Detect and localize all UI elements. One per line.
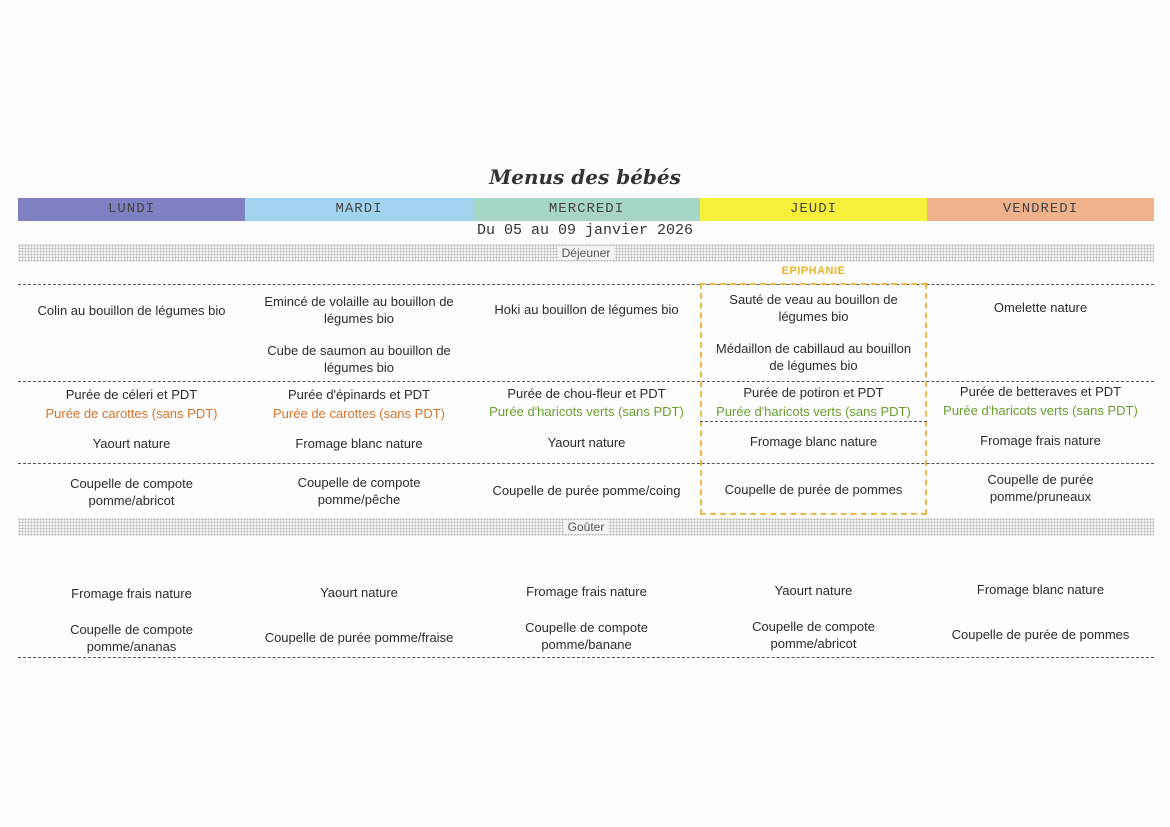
mardi-puree-alt: Purée de carottes (sans PDT)	[273, 406, 445, 421]
mardi-gouter-laitage: Yaourt nature	[320, 585, 398, 600]
vendredi-laitage: Fromage frais nature	[980, 433, 1101, 448]
row-divider	[18, 657, 1154, 658]
vendredi-puree-alt: Purée d'haricots verts (sans PDT)	[943, 403, 1138, 418]
day-header-mardi: MARDI	[245, 198, 473, 221]
mardi-main-alt: Cube de saumon au bouillon de légumes bio	[267, 343, 451, 375]
vendredi-puree: Purée de betteraves et PDT	[959, 384, 1122, 399]
mardi-laitage: Fromage blanc nature	[295, 436, 423, 451]
jeudi-laitage: Fromage blanc nature	[749, 434, 878, 449]
epiphanie-label: EPIPHANIE	[781, 265, 846, 277]
lundi-main-dish: Colin au bouillon de légumes bio	[37, 303, 226, 318]
jeudi-gouter-dessert: Coupelle de compote pomme/abricot	[752, 619, 875, 651]
row-divider	[18, 381, 1154, 382]
jeudi-gouter-laitage: Yaourt nature	[774, 583, 853, 598]
mercredi-laitage: Yaourt nature	[547, 435, 626, 450]
lundi-gouter-dessert: Coupelle de compote pomme/ananas	[70, 622, 193, 654]
mardi-main-dish: Emincé de volaille au bouillon de légumes bio	[264, 294, 454, 326]
day-header-mercredi: MERCREDI	[473, 198, 700, 221]
lundi-puree-alt: Purée de carottes (sans PDT)	[45, 406, 218, 421]
row-divider	[18, 284, 1154, 285]
section-band-dejeuner	[18, 244, 1154, 262]
jeudi-main-alt: Médaillon de cabillaud au bouillon de légumes bio	[715, 341, 912, 373]
day-header-vendredi: VENDREDI	[927, 198, 1154, 221]
vendredi-gouter-dessert: Coupelle de purée de pommes	[951, 627, 1130, 642]
jeudi-puree-alt: Purée d'haricots verts (sans PDT)	[716, 404, 911, 419]
jeudi-puree: Purée de potiron et PDT	[743, 385, 884, 400]
jeudi-row-divider	[700, 421, 927, 422]
mercredi-main-dish: Hoki au bouillon de légumes bio	[494, 302, 679, 317]
vendredi-main-dish: Omelette nature	[993, 300, 1088, 315]
lundi-laitage: Yaourt nature	[92, 436, 171, 451]
lundi-puree: Purée de céleri et PDT	[65, 387, 198, 402]
mercredi-gouter-laitage: Fromage frais nature	[526, 584, 647, 599]
section-label-gouter: Goûter	[564, 520, 609, 534]
mercredi-puree: Purée de chou-fleur et PDT	[507, 386, 666, 401]
mardi-puree: Purée d'épinards et PDT	[288, 387, 430, 402]
lundi-gouter-laitage: Fromage frais nature	[71, 586, 192, 601]
section-band-gouter	[18, 518, 1154, 536]
jeudi-dessert: Coupelle de purée de pommes	[724, 482, 903, 497]
day-header-lundi: LUNDI	[18, 198, 245, 221]
mardi-gouter-dessert: Coupelle de purée pomme/fraise	[264, 630, 454, 645]
row-divider	[18, 463, 1154, 464]
mercredi-gouter-dessert: Coupelle de compote pomme/banane	[525, 620, 648, 652]
page-title: Menus des bébés	[489, 165, 681, 189]
mercredi-dessert: Coupelle de purée pomme/coing	[492, 483, 681, 498]
jeudi-main-dish: Sauté de veau au bouillon de légumes bio	[729, 292, 898, 324]
mercredi-puree-alt: Purée d'haricots verts (sans PDT)	[489, 404, 684, 419]
mardi-dessert: Coupelle de compote pomme/pêche	[297, 475, 421, 507]
lundi-dessert: Coupelle de compote pomme/abricot	[70, 476, 193, 508]
day-header-jeudi: JEUDI	[700, 198, 927, 221]
date-range: Du 05 au 09 janvier 2026	[476, 222, 694, 239]
vendredi-dessert: Coupelle de purée pomme/pruneaux	[987, 472, 1094, 504]
vendredi-gouter-laitage: Fromage blanc nature	[976, 582, 1105, 597]
section-label-dejeuner: Déjeuner	[558, 246, 615, 260]
